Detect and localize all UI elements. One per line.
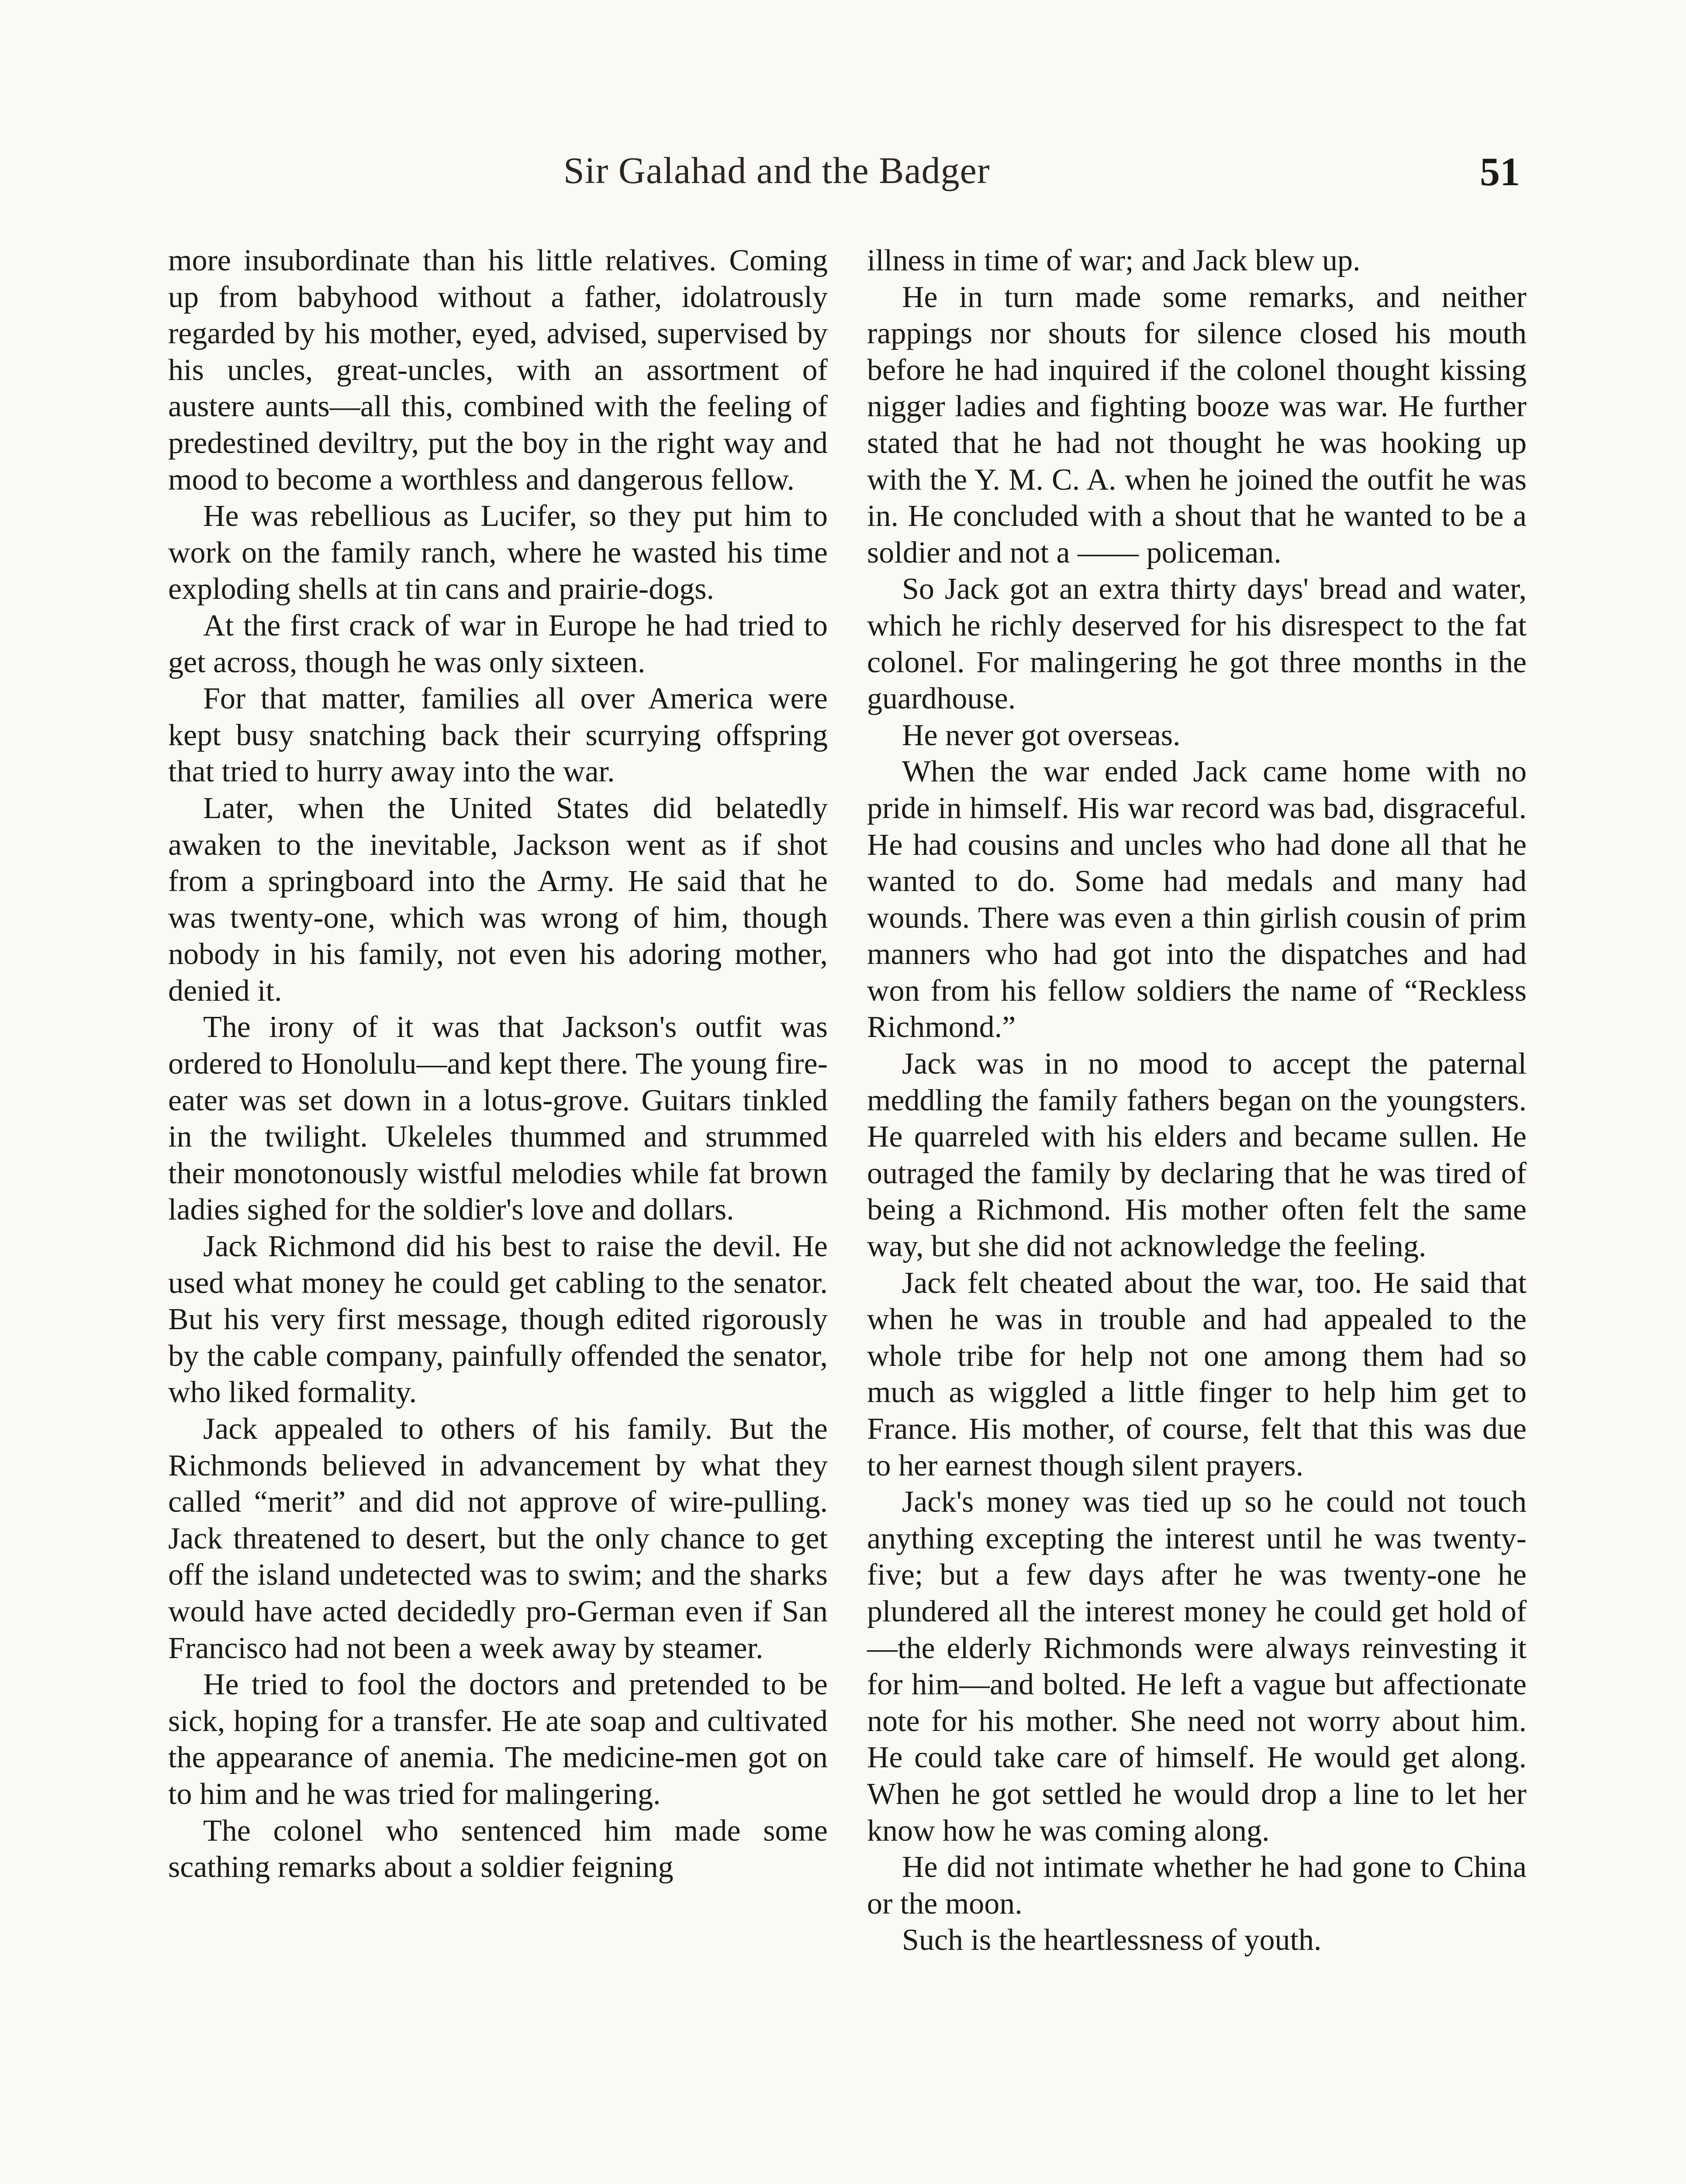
paragraph: So Jack got an extra thirty days' bread and water, which he richly deserved for his disrespect to the fat colonel. For malingering he got three months in the guardhouse.	[867, 572, 1527, 716]
paragraph: Jack appealed to others of his family. But the Richmonds believed in advancement by what they called “merit” and did not approve of wire-pulling. Jack threatened to desert, but the only chance to get off the island undetected was to swim; and the sharks would have acted decidedly pro-German even if San Francisco had not been a week away by steamer.	[168, 1412, 828, 1665]
paragraph: He did not intimate whether he had gone to China or the moon.	[867, 1850, 1527, 1921]
paragraph: The irony of it was that Jackson's outfit was ordered to Honolulu—and kept there. The young fire-eater was set down in a lotus-grove. Guitars tinkled in the twilight. Ukeleles thummed and strummed their monotonously wistful melodies while fat brown ladies sighed for the soldier's love and dollars.	[168, 1010, 828, 1227]
text-column-left	[168, 242, 828, 1886]
paragraph: Later, when the United States did belatedly awaken to the inevitable, Jackson went as if shot from a springboard into the Army. He said that he was twenty-one, which was wrong of him, though nobody in his family, not even his adoring mother, denied it.	[168, 791, 828, 1008]
paragraph: He never got overseas.	[902, 718, 1181, 752]
paragraph: For that matter, families all over America were kept busy snatching back their scurrying offspring that tried to hurry away into the war.	[168, 682, 828, 789]
paragraph: Such is the heartlessness of youth.	[902, 1923, 1322, 1957]
paragraph: Jack felt cheated about the war, too. He said that when he was in trouble and had appealed to the whole tribe for help not one among them had so much as wiggled a little finger to help him get to France. His mother, of course, felt that this was due to her earnest though silent prayers.	[867, 1266, 1527, 1482]
page-number: 51	[1480, 149, 1520, 194]
paragraph: When the war ended Jack came home with no pride in himself. His war record was bad, disgraceful. He had cousins and uncles who had done all that he wanted to do. Some had medals and many had wounds. There was even a thin girlish cousin of prim manners who had got into the dispatches and had won from his fellow soldiers the name of “Reckless Richmond.”	[867, 755, 1527, 1044]
paragraph-continued: more insubordinate than his little relatives. Coming up from babyhood without a father, idolatrously regarded by his mother, eyed, advised, supervised by his uncles, great-uncles, with an assortment of austere aunts—all this, combined with the feeling of predestined deviltry, put the boy in the right way and mood to become a worthless and dangerous fellow.	[168, 244, 828, 497]
paragraph: At the first crack of war in Europe he had tried to get across, though he was only sixteen.	[168, 608, 828, 679]
paragraph: Jack was in no mood to accept the paternal meddling the family fathers began on the youngsters. He quarreled with his elders and became sullen. He outraged the family by declaring that he was tired of being a Richmond. His mother often felt the same way, but she did not acknowledge the feeling.	[867, 1047, 1527, 1264]
paragraph: The colonel who sentenced him made some scathing remarks about a soldier feigning	[168, 1814, 828, 1884]
paragraph: Jack's money was tied up so he could not touch anything excepting the interest until he was twenty-five; but a few days after he was twenty-one he plundered all the interest money he could get hold of—the elderly Richmonds were always reinvesting it for him—and bolted. He left a vague but affectionate note for his mother. She need not worry about him. He could take care of himself. He would get along. When he got settled he would drop a line to let her know how he was coming along.	[867, 1485, 1527, 1848]
running-title: Sir Galahad and the Badger	[563, 149, 990, 191]
paragraph-continued: illness in time of war; and Jack blew up.	[867, 244, 1361, 277]
paragraph: He was rebellious as Lucifer, so they put him to work on the family ranch, where he wasted his time exploding shells at tin cans and prairie-dogs.	[168, 499, 828, 606]
paragraph: Jack Richmond did his best to raise the devil. He used what money he could get cabling to the senator. But his very first message, though edited rigorously by the cable company, painfully offended the senator, who liked formality.	[168, 1230, 828, 1410]
paragraph: He in turn made some remarks, and neither rappings nor shouts for silence closed his mouth before he had inquired if the colonel thought kissing nigger ladies and fighting booze was war. He further stated that he had not thought he was hooking up with the Y. M. C. A. when he joined the outfit he was in. He concluded with a shout that he wanted to be a soldier and not a —— policeman.	[867, 280, 1527, 570]
text-column-right	[867, 242, 1527, 1959]
paragraph: He tried to fool the doctors and pretended to be sick, hoping for a transfer. He ate soap and cultivated the appearance of anemia. The medicine-men got on to him and he was tried for malingering.	[168, 1668, 828, 1811]
